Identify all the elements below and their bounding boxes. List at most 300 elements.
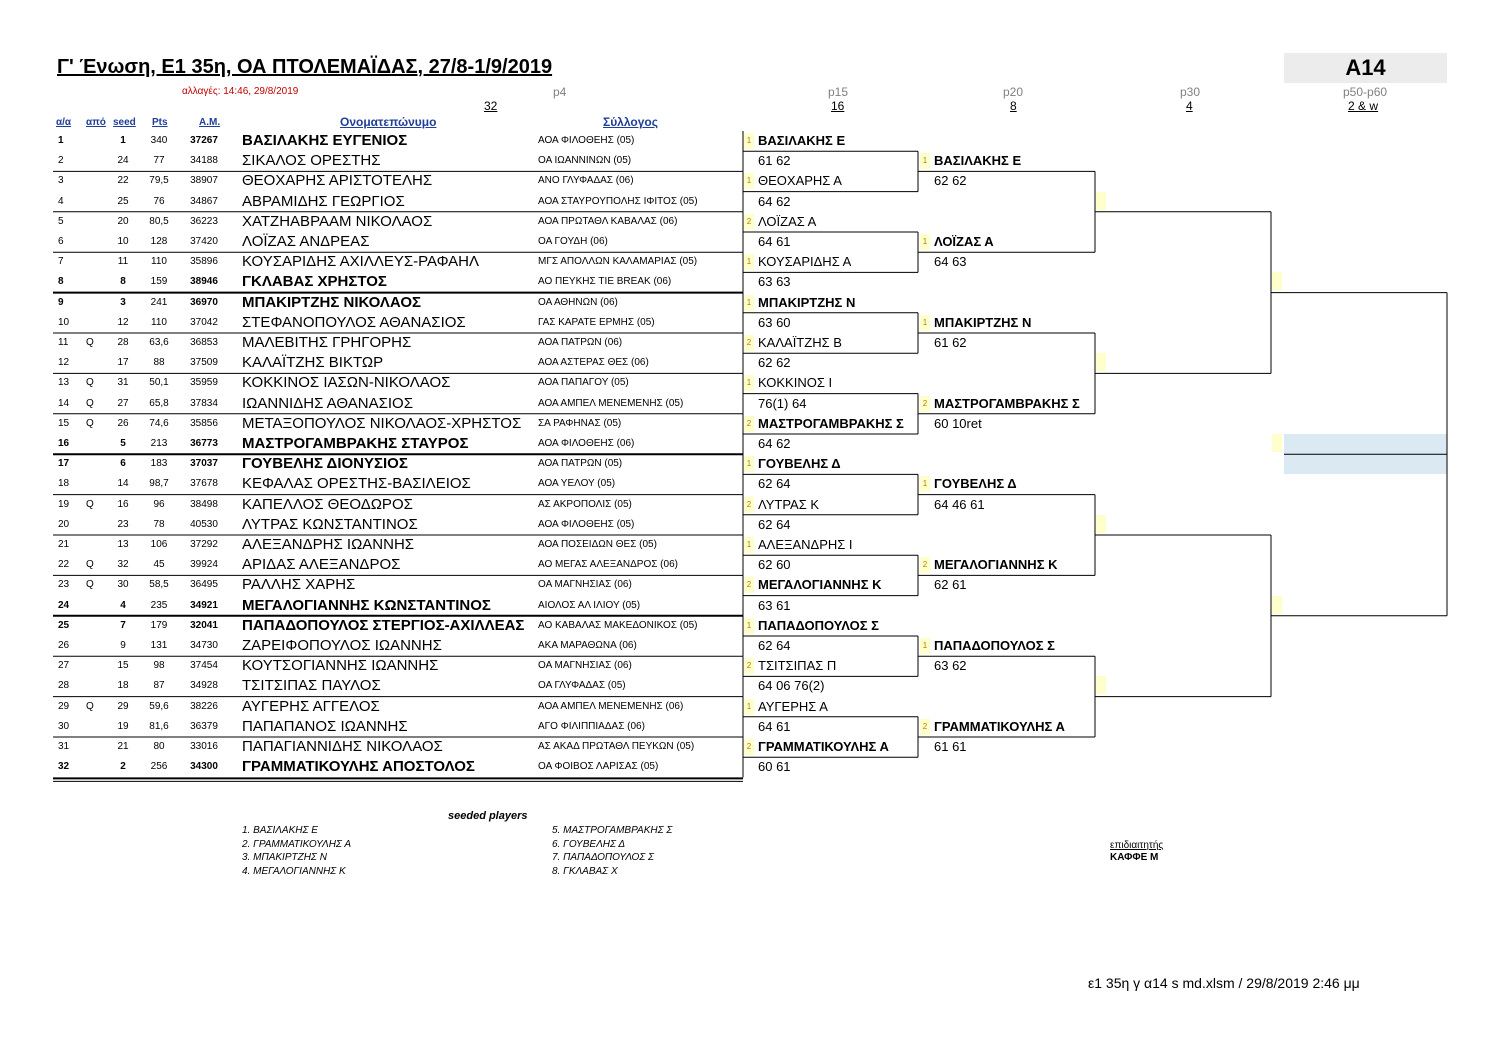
player-seed: 23	[117, 518, 129, 530]
player-pts: 59,6	[149, 700, 169, 712]
player-seed: 13	[117, 539, 129, 550]
r16-score: 62 64	[758, 476, 791, 492]
player-seed: 26	[117, 417, 129, 429]
player-from: Q	[86, 700, 94, 712]
qf-winner-name: ΓΡΑΜΜΑΤΙΚΟΥΛΗΣ Α	[934, 718, 1065, 734]
player-pts: 74,6	[149, 417, 169, 429]
player-name: ΓΟΥΒΕΛΗΣ ΔΙΟΝΥΣΙΟΣ	[242, 455, 408, 473]
winner-mark: 2	[744, 416, 754, 432]
player-club: ΟΑ ΙΩΑΝΝΙΝΩΝ (05)	[538, 155, 632, 167]
player-club: ΑΟΑ ΣΤΑΥΡΟΥΠΟΛΗΣ ΙΦΙΤΟΣ (05)	[538, 195, 698, 207]
player-am: 36223	[190, 215, 218, 227]
player-club: ΑΣ ΑΚΡΟΠΟΛΙΣ (05)	[538, 498, 632, 510]
winner-mark: 2	[744, 497, 754, 513]
player-seed: 2	[120, 761, 126, 773]
player-pos: 11	[58, 337, 69, 348]
player-pos: 32	[58, 761, 70, 773]
player-name: ΚΟΥΤΣΟΓΙΑΝΝΗΣ ΙΩΑΝΝΗΣ	[242, 657, 439, 675]
player-seed: 16	[117, 498, 129, 510]
player-pts: 241	[150, 296, 168, 308]
player-am: 37267	[190, 135, 218, 146]
winner-mark: 2	[920, 719, 930, 735]
player-pos: 10	[58, 316, 70, 328]
player-name: ΧΑΤΖΗΑΒΡΑΑΜ ΝΙΚΟΛΑΟΣ	[242, 212, 433, 230]
player-seed: 25	[117, 195, 129, 207]
player-seed: 30	[117, 579, 129, 591]
r16-winner-name: ΘΕΟΧΑΡΗΣ Α	[758, 173, 842, 189]
col-header-pos: α/α	[56, 117, 72, 128]
player-pts: 183	[150, 458, 168, 470]
player-club: ΑΟΑ ΠΟΣΕΙΔΩΝ ΘΕΣ (05)	[538, 539, 657, 550]
player-am: 34867	[190, 195, 218, 207]
player-name: ΜΕΓΑΛΟΓΙΑΝΝΗΣ ΚΩΝΣΤΑΝΤΙΝΟΣ	[242, 596, 491, 614]
player-seed: 12	[117, 316, 129, 328]
player-pts: 77	[153, 155, 165, 167]
player-pos: 14	[58, 397, 70, 409]
col-header-am: Α.Μ.	[199, 117, 221, 128]
round-label-p50-p60: p50-p60	[1343, 85, 1388, 99]
player-name: ΜΕΤΑΞΟΠΟΥΛΟΣ ΝΙΚΟΛΑΟΣ-ΧΡΗΣΤΟΣ	[242, 414, 522, 432]
round-count-4: 4	[1186, 99, 1193, 113]
r16-winner-name: ΒΑΣΙΛΑΚΗΣ Ε	[758, 133, 846, 148]
round-count-8: 8	[1010, 99, 1017, 113]
player-from: Q	[86, 559, 94, 571]
winner-mark: 1	[744, 375, 754, 391]
round-count-final: 2 & w	[1348, 99, 1379, 113]
player-name: ΚΟΥΣΑΡΙΔΗΣ ΑΧΙΛΛΕΥΣ-ΡΑΦΑΗΛ	[242, 253, 479, 271]
col-header-seed: seed	[113, 117, 136, 128]
player-name: ΡΑΛΛΗΣ ΧΑΡΗΣ	[242, 576, 356, 594]
r16-score: 76(1) 64	[758, 395, 807, 411]
player-am: 36853	[190, 337, 218, 348]
qf-score: 62 61	[934, 577, 967, 593]
player-pts: 98	[153, 660, 165, 672]
player-seed: 22	[117, 175, 129, 187]
player-club: ΑΟΑ ΠΑΤΡΩΝ (06)	[538, 337, 623, 348]
round-label-p4: p4	[553, 85, 567, 99]
player-name: ΖΑΡΕΙΦΟΠΟΥΛΟΣ ΙΩΑΝΝΗΣ	[242, 637, 442, 654]
player-am: 37678	[190, 478, 218, 490]
seeded-item: 2. ΓΡΑΜΜΑΤΙΚΟΥΛΗΣ Α	[242, 838, 351, 850]
qf-winner-name: ΛΟΪΖΑΣ Α	[934, 234, 994, 249]
player-name: ΠΑΠΑΓΙΑΝΝΙΔΗΣ ΝΙΚΟΛΑΟΣ	[242, 738, 443, 755]
round-label-p30: p30	[1180, 85, 1201, 99]
player-name: ΚΟΚΚΙΝΟΣ ΙΑΣΩΝ-ΝΙΚΟΛΑΟΣ	[242, 374, 451, 392]
player-club: ΑΟΑ ΦΙΛΟΘΕΗΣ (06)	[538, 438, 635, 449]
player-club: ΟΑ ΦΟΙΒΟΣ ΛΑΡΙΣΑΣ (05)	[538, 761, 659, 773]
winner-mark: 1	[744, 254, 754, 270]
player-club: ΜΓΣ ΑΠΟΛΛΩΝ ΚΑΛΑΜΑΡΙΑΣ (05)	[538, 256, 698, 268]
seeded-item: 8. ΓΚΛΑΒΑΣ Χ	[552, 865, 618, 877]
player-seed: 4	[120, 599, 126, 611]
winner-mark: 1	[744, 133, 754, 149]
player-am: 35856	[190, 417, 218, 429]
qf-score: 64 63	[934, 254, 967, 270]
player-club: ΓΑΣ ΚΑΡΑΤΕ ΕΡΜΗΣ (05)	[538, 316, 655, 328]
r16-winner-name: ΚΑΛΑΪΤΖΗΣ Β	[758, 335, 842, 350]
qf-score: 60 10ret	[934, 415, 982, 431]
player-club: ΑΟ ΠΕΥΚΗΣ TIE BREAK (06)	[538, 276, 672, 288]
player-pts: 131	[150, 640, 168, 651]
col-header-from: από	[86, 117, 106, 128]
player-from: Q	[86, 498, 94, 510]
player-am: 37042	[190, 316, 218, 328]
player-seed: 6	[120, 458, 126, 470]
player-name: ΒΑΣΙΛΑΚΗΣ ΕΥΓΕΝΙΟΣ	[242, 132, 408, 149]
player-am: 35896	[190, 256, 218, 268]
player-am: 40530	[190, 518, 218, 530]
player-pts: 96	[153, 498, 165, 510]
seeded-title: seeded players	[448, 810, 528, 822]
player-seed: 7	[120, 619, 126, 631]
player-name: ΑΛΕΞΑΝΔΡΗΣ ΙΩΑΝΝΗΣ	[242, 536, 415, 553]
r16-score: 62 64	[758, 516, 791, 532]
player-seed: 21	[117, 741, 129, 752]
referee-label: επιδιαιτητής	[1110, 840, 1164, 851]
player-pts: 63,6	[149, 337, 169, 348]
player-pts: 235	[150, 599, 168, 611]
player-am: 37834	[190, 397, 218, 409]
winner-mark: 1	[920, 315, 930, 331]
r16-score: 63 60	[758, 314, 791, 330]
player-name: ΚΑΛΑΪΤΖΗΣ ΒΙΚΤΩΡ	[242, 354, 384, 372]
player-pos: 9	[58, 296, 64, 308]
category-badge: A14	[1284, 53, 1447, 83]
player-club: ΟΑ ΑΘΗΝΩΝ (06)	[538, 296, 618, 308]
player-pos: 1	[58, 135, 64, 146]
player-pts: 340	[150, 135, 168, 146]
player-pos: 22	[58, 559, 70, 571]
player-am: 34921	[190, 599, 218, 611]
player-am: 37292	[190, 539, 218, 550]
player-name: ΣΤΕΦΑΝΟΠΟΥΛΟΣ ΑΘΑΝΑΣΙΟΣ	[242, 313, 466, 331]
player-pts: 78	[153, 518, 165, 530]
winner-mark: 1	[744, 537, 754, 553]
r16-score: 64 61	[758, 234, 791, 249]
r16-winner-name: ΠΑΠΑΔΟΠΟΥΛΟΣ Σ	[758, 617, 879, 633]
player-am: 38226	[190, 700, 218, 712]
player-seed: 27	[117, 397, 129, 409]
player-name: ΜΑΣΤΡΟΓΑΜΒΡΑΚΗΣ ΣΤΑΥΡΟΣ	[242, 435, 469, 452]
player-seed: 10	[117, 236, 129, 247]
player-pos: 7	[58, 256, 64, 268]
player-am: 34188	[190, 155, 218, 167]
round-count-32: 32	[484, 99, 498, 113]
r16-score: 64 61	[758, 718, 791, 734]
r16-score: 60 61	[758, 759, 791, 775]
r16-score: 62 64	[758, 638, 791, 653]
player-pos: 25	[58, 619, 70, 631]
r16-winner-name: ΓΟΥΒΕΛΗΣ Δ	[758, 456, 841, 472]
player-club: ΑΟΑ ΠΡΩΤΑΘΛ ΚΑΒΑΛΑΣ (06)	[538, 215, 678, 227]
winner-mark: 1	[920, 153, 930, 169]
qf-score: 64 46 61	[934, 496, 985, 512]
player-pts: 87	[153, 680, 165, 692]
qf-winner-name: ΠΑΠΑΔΟΠΟΥΛΟΣ Σ	[934, 638, 1055, 653]
r16-winner-name: ΛΟΪΖΑΣ Α	[758, 213, 817, 229]
player-from: Q	[86, 377, 94, 389]
player-from: Q	[86, 579, 94, 591]
player-am: 36970	[190, 296, 218, 308]
winner-mark: 2	[920, 557, 930, 573]
player-pos: 17	[58, 458, 70, 470]
col-header-name: Ονοματεπώνυμο	[340, 115, 437, 129]
r16-winner-name: ΜΕΓΑΛΟΓΙΑΝΝΗΣ Κ	[758, 577, 882, 593]
seeded-item: 7. ΠΑΠΑΔΟΠΟΥΛΟΣ Σ	[552, 852, 655, 863]
player-name: ΛΟΪΖΑΣ ΑΝΔΡΕΑΣ	[242, 233, 370, 250]
qf-winner-name: ΒΑΣΙΛΑΚΗΣ Ε	[934, 153, 1022, 169]
player-seed: 29	[117, 700, 129, 712]
winner-mark: 2	[744, 739, 754, 755]
player-am: 34928	[190, 680, 218, 692]
player-pts: 106	[150, 539, 168, 550]
player-am: 35959	[190, 377, 218, 389]
player-seed: 15	[117, 660, 129, 672]
winner-mark: 1	[744, 618, 754, 634]
qf-winner-name: ΓΟΥΒΕΛΗΣ Δ	[934, 476, 1017, 492]
player-pos: 31	[58, 741, 70, 752]
r16-score: 61 62	[758, 153, 791, 169]
player-pts: 80	[153, 741, 165, 752]
changes-note: αλλαγές: 14:46, 29/8/2019	[182, 86, 299, 97]
r16-score: 62 60	[758, 557, 791, 573]
player-seed: 32	[117, 559, 129, 571]
r16-score: 64 62	[758, 193, 791, 209]
player-club: ΑΟΑ ΑΣΤΕΡΑΣ ΘΕΣ (06)	[538, 357, 649, 369]
winner-mark: 1	[744, 699, 754, 715]
winner-mark: 1	[744, 456, 754, 472]
player-pos: 2	[58, 155, 64, 167]
player-seed: 8	[120, 276, 126, 288]
player-pos: 27	[58, 660, 70, 672]
referee-name: ΚΑΦΦΕ Μ	[1110, 852, 1159, 863]
player-seed: 11	[117, 256, 129, 268]
player-pts: 80,5	[149, 215, 169, 227]
player-am: 33016	[190, 741, 218, 752]
r16-winner-name: ΜΑΣΤΡΟΓΑΜΒΡΑΚΗΣ Σ	[758, 415, 904, 431]
player-am: 37509	[190, 357, 218, 369]
player-pos: 16	[58, 438, 70, 449]
player-club: ΟΑ ΜΑΓΝΗΣΙΑΣ (06)	[538, 660, 632, 672]
player-am: 39924	[190, 559, 218, 571]
winner-mark: 1	[920, 638, 930, 654]
r16-winner-name: ΚΟΥΣΑΡΙΔΗΣ Α	[758, 254, 852, 270]
round-count-16: 16	[831, 99, 845, 113]
player-club: ΟΑ ΜΑΓΝΗΣΙΑΣ (06)	[538, 579, 632, 591]
player-pts: 128	[150, 236, 168, 247]
player-name: ΜΠΑΚΙΡΤΖΗΣ ΝΙΚΟΛΑΟΣ	[242, 293, 422, 311]
player-club: ΑΟ ΚΑΒΑΛΑΣ ΜΑΚΕΔΟΝΙΚΟΣ (05)	[538, 619, 698, 631]
player-pos: 4	[58, 195, 64, 207]
r16-score: 64 62	[758, 436, 791, 451]
player-pos: 18	[58, 478, 70, 490]
player-name: ΓΡΑΜΜΑΤΙΚΟΥΛΗΣ ΑΠΟΣΤΟΛΟΣ	[242, 758, 475, 776]
player-name: ΠΑΠΑΔΟΠΟΥΛΟΣ ΣΤΕΡΓΙΟΣ-ΑΧΙΛΛΕΑΣ	[242, 616, 525, 634]
col-header-pts: Pts	[152, 117, 168, 128]
player-from: Q	[86, 397, 94, 409]
player-am: 36495	[190, 579, 218, 591]
player-club: ΑΟΑ ΥΕΛΟΥ (05)	[538, 478, 616, 490]
player-pts: 98,7	[149, 478, 169, 490]
player-pos: 5	[58, 215, 64, 227]
round-label-p15: p15	[828, 85, 849, 99]
player-club: ΣΑ ΡΑΦΗΝΑΣ (05)	[538, 417, 622, 429]
player-name: ΜΑΛΕΒΙΤΗΣ ΓΡΗΓΟΡΗΣ	[242, 334, 412, 351]
player-name: ΓΚΛΑΒΑΣ ΧΡΗΣΤΟΣ	[242, 273, 387, 291]
player-name: ΘΕΟΧΑΡΗΣ ΑΡΙΣΤΟΤΕΛΗΣ	[242, 172, 433, 190]
player-am: 36773	[190, 438, 218, 449]
player-club: ΑΚΑ ΜΑΡΑΘΩΝΑ (06)	[538, 640, 637, 651]
page-title: Γ' Ένωση, Ε1 35η, ΟΑ ΠΤΟΛΕΜΑΪΔΑΣ, 27/8-1/9/2019	[57, 56, 553, 78]
player-name: ΑΒΡΑΜΙΔΗΣ ΓΕΩΡΓΙΟΣ	[242, 192, 405, 210]
player-pos: 24	[58, 599, 70, 611]
player-am: 37420	[190, 236, 218, 247]
qf-score: 61 62	[934, 335, 967, 350]
player-am: 32041	[190, 619, 218, 631]
seeded-item: 6. ΓΟΥΒΕΛΗΣ Δ	[552, 838, 626, 850]
r16-score: 63 63	[758, 274, 791, 290]
qf-score: 62 62	[934, 173, 967, 189]
player-pos: 21	[58, 539, 70, 550]
player-pts: 76	[153, 195, 165, 207]
player-pos: 8	[58, 276, 64, 288]
player-pts: 213	[150, 438, 168, 449]
player-from: Q	[86, 337, 94, 348]
winner-mark: 2	[920, 396, 930, 412]
player-name: ΑΡΙΔΑΣ ΑΛΕΞΑΝΔΡΟΣ	[242, 556, 401, 574]
qf-winner-name: ΜΠΑΚΙΡΤΖΗΣ Ν	[934, 314, 1032, 330]
player-club: ΑΟΑ ΑΜΠΕΛ ΜΕΝΕΜΕΝΗΣ (05)	[538, 397, 684, 409]
player-am: 36379	[190, 720, 218, 732]
player-pos: 13	[58, 377, 70, 389]
player-am: 38946	[190, 276, 218, 288]
round-label-p20: p20	[1003, 85, 1024, 99]
player-pts: 179	[150, 619, 168, 631]
player-pts: 159	[150, 276, 168, 288]
player-pos: 15	[58, 417, 70, 429]
r16-score: 62 62	[758, 355, 791, 371]
player-seed: 31	[117, 377, 129, 389]
player-club: ΑΟ ΜΕΓΑΣ ΑΛΕΞΑΝΔΡΟΣ (06)	[538, 559, 678, 571]
player-am: 37454	[190, 660, 218, 672]
player-pts: 110	[151, 256, 167, 268]
player-pts: 88	[153, 357, 165, 369]
r16-score: 64 06 76(2)	[758, 678, 825, 694]
r16-winner-name: ΑΛΕΞΑΝΔΡΗΣ Ι	[758, 537, 853, 552]
player-name: ΚΕΦΑΛΑΣ ΟΡΕΣΤΗΣ-ΒΑΣΙΛΕΙΟΣ	[242, 475, 471, 493]
seeded-item: 1. ΒΑΣΙΛΑΚΗΣ Ε	[242, 825, 318, 836]
player-pts: 65,8	[149, 397, 169, 409]
r16-winner-name: ΚΟΚΚΙΝΟΣ Ι	[758, 375, 833, 391]
player-am: 34300	[190, 761, 218, 773]
r16-winner-name: ΛΥΤΡΑΣ Κ	[758, 496, 820, 512]
player-club: ΑΓΟ ΦΙΛΙΠΠΙΑΔΑΣ (06)	[538, 720, 645, 732]
player-club: ΑΣ ΑΚΑΔ ΠΡΩΤΑΘΛ ΠΕΥΚΩΝ (05)	[538, 741, 695, 752]
winner-mark: 1	[744, 173, 754, 189]
r16-winner-name: ΓΡΑΜΜΑΤΙΚΟΥΛΗΣ Α	[758, 739, 889, 754]
player-seed: 24	[117, 155, 129, 167]
player-pts: 45	[153, 559, 165, 571]
player-club: ΑΙΟΛΟΣ ΑΛ ΙΛΙΟΥ (05)	[538, 599, 641, 611]
player-seed: 18	[117, 680, 129, 692]
player-pos: 28	[58, 680, 70, 692]
player-seed: 3	[120, 296, 126, 308]
player-pts: 50,1	[149, 377, 169, 389]
player-pts: 81,6	[149, 720, 169, 732]
player-pos: 20	[58, 518, 70, 530]
winner-mark: 2	[744, 214, 754, 230]
seeded-item: 5. ΜΑΣΤΡΟΓΑΜΒΡΑΚΗΣ Σ	[552, 825, 673, 836]
player-pos: 3	[58, 175, 64, 187]
player-pos: 23	[58, 579, 70, 591]
player-pos: 6	[58, 236, 64, 247]
player-name: ΙΩΑΝΝΙΔΗΣ ΑΘΑΝΑΣΙΟΣ	[242, 394, 413, 412]
player-name: ΛΥΤΡΑΣ ΚΩΝΣΤΑΝΤΙΝΟΣ	[242, 515, 418, 533]
r16-winner-name: ΜΠΑΚΙΡΤΖΗΣ Ν	[758, 294, 856, 310]
player-seed: 9	[120, 640, 126, 651]
player-name: ΤΣΙΤΣΙΠΑΣ ΠΑΥΛΟΣ	[242, 677, 381, 695]
player-pos: 26	[58, 640, 70, 651]
col-header-club: Σύλλογος	[603, 115, 658, 129]
player-seed: 5	[120, 438, 126, 449]
winner-mark: 2	[744, 658, 754, 674]
player-pos: 12	[58, 357, 70, 369]
player-pts: 110	[151, 316, 167, 328]
player-pts: 79,5	[149, 175, 169, 187]
player-club: ΑΟΑ ΠΑΠΑΓΟΥ (05)	[538, 377, 629, 389]
qf-winner-name: ΜΕΓΑΛΟΓΙΑΝΝΗΣ Κ	[934, 557, 1058, 573]
player-seed: 14	[117, 478, 129, 490]
player-seed: 19	[117, 720, 129, 732]
player-from: Q	[86, 417, 94, 429]
player-am: 38907	[190, 175, 218, 187]
qf-winner-name: ΜΑΣΤΡΟΓΑΜΒΡΑΚΗΣ Σ	[934, 395, 1080, 411]
player-club: ΑΟΑ ΦΙΛΟΘΕΗΣ (05)	[538, 518, 635, 530]
player-club: ΟΑ ΓΟΥΔΗ (06)	[538, 236, 608, 247]
player-club: ΑΝΟ ΓΛΥΦΑΔΑΣ (06)	[538, 175, 634, 187]
player-seed: 20	[117, 215, 129, 227]
r16-winner-name: ΤΣΙΤΣΙΠΑΣ Π	[758, 658, 837, 674]
player-pos: 29	[58, 700, 70, 712]
player-name: ΠΑΠΑΠΑΝΟΣ ΙΩΑΝΝΗΣ	[242, 717, 408, 735]
player-seed: 17	[117, 357, 129, 369]
player-club: ΟΑ ΓΛΥΦΑΔΑΣ (05)	[538, 680, 626, 692]
player-am: 34730	[190, 640, 218, 651]
seeded-item: 4. ΜΕΓΑΛΟΓΙΑΝΝΗΣ Κ	[242, 865, 346, 877]
player-pos: 19	[58, 498, 70, 510]
qf-score: 63 62	[934, 658, 967, 674]
player-club: ΑΟΑ ΑΜΠΕΛ ΜΕΝΕΜΕΝΗΣ (06)	[538, 700, 684, 712]
seeded-item: 3. ΜΠΑΚΙΡΤΖΗΣ Ν	[242, 852, 327, 863]
player-seed: 1	[120, 135, 126, 146]
player-pts: 256	[150, 761, 168, 773]
player-name: ΣΙΚΑΛΟΣ ΟΡΕΣΤΗΣ	[242, 152, 381, 170]
player-club: ΑΟΑ ΠΑΤΡΩΝ (05)	[538, 458, 623, 470]
player-am: 37037	[190, 458, 218, 470]
winner-mark: 2	[744, 577, 754, 593]
player-pts: 58,5	[149, 579, 169, 591]
player-name: ΚΑΠΕΛΛΟΣ ΘΕΟΔΩΡΟΣ	[242, 495, 413, 513]
winner-mark: 1	[920, 476, 930, 492]
winner-mark: 2	[744, 335, 754, 351]
player-am: 38498	[190, 498, 218, 510]
player-seed: 28	[117, 337, 129, 348]
winner-mark: 1	[744, 295, 754, 311]
qf-score: 61 61	[934, 739, 967, 754]
footer-filename: ε1 35η γ α14 s md.xlsm / 29/8/2019 2:46 μμ	[1088, 975, 1360, 991]
winner-mark: 1	[920, 234, 930, 250]
player-name: ΑΥΓΕΡΗΣ ΑΓΓΕΛΟΣ	[242, 697, 380, 715]
